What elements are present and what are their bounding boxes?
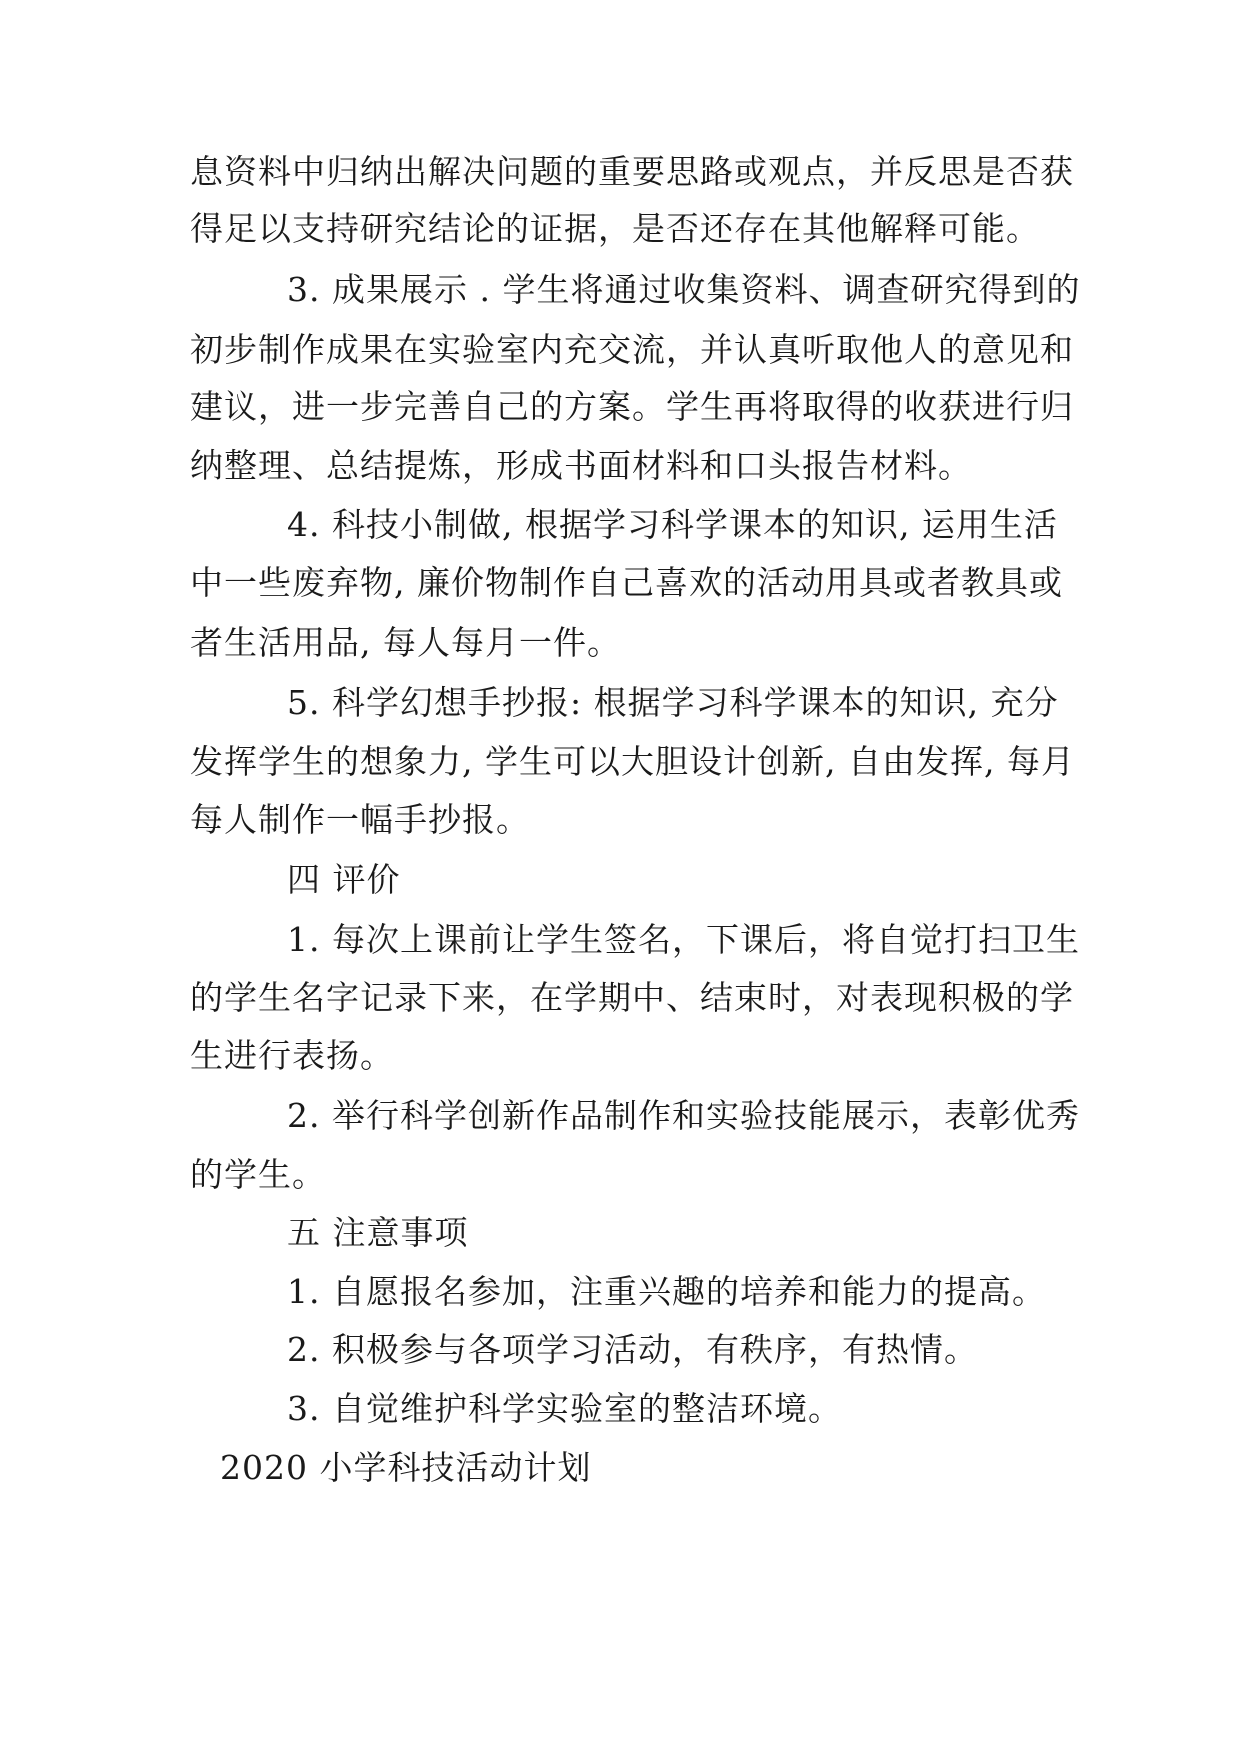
list-item-note-2: 2. 积极参与各项学习活动，有秩序，有热情。 — [287, 1330, 978, 1369]
list-item-tech-crafting: 4. 科技小制做, 根据学习科学课本的知识, 运用生活 — [287, 505, 1058, 544]
body-text-line: 发挥学生的想象力, 学生可以大胆设计创新, 自由发挥, 每月 — [190, 742, 1075, 781]
list-item-outcome-display: 3. 成果展示 . 学生将通过收集资料、调查研究得到的 — [287, 270, 1081, 309]
body-text-line: 中一些废弃物, 廉价物制作自己喜欢的活动用具或者教具或 — [190, 563, 1063, 602]
body-text-line: 每人制作一幅手抄报。 — [190, 800, 530, 839]
section-heading-notes: 五 注意事项 — [287, 1213, 469, 1252]
body-text-line: 生进行表扬。 — [190, 1036, 394, 1075]
list-item-science-fantasy: 5. 科学幻想手抄报: 根据学习科学课本的知识, 充分 — [287, 683, 1059, 722]
list-item-note-3: 3. 自觉维护科学实验室的整洁环境。 — [287, 1389, 842, 1428]
body-text-line: 的学生。 — [190, 1155, 326, 1194]
footer-title: 2020 小学科技活动计划 — [220, 1448, 592, 1487]
body-text-line: 者生活用品, 每人每月一件。 — [190, 623, 621, 662]
body-text-line: 建议，进一步完善自己的方案。学生再将取得的收获进行归 — [190, 387, 1074, 426]
list-item-note-1: 1. 自愿报名参加，注重兴趣的培养和能力的提高。 — [287, 1272, 1046, 1311]
body-text-line: 得足以支持研究结论的证据，是否还存在其他解释可能。 — [190, 209, 1040, 248]
body-text-line: 纳整理、总结提炼，形成书面材料和口头报告材料。 — [190, 446, 972, 485]
list-item-evaluation-1: 1. 每次上课前让学生签名，下课后，将自觉打扫卫生 — [287, 920, 1080, 959]
body-text-line: 初步制作成果在实验室内充交流，并认真听取他人的意见和 — [190, 330, 1074, 369]
body-text-line: 的学生名字记录下来，在学期中、结束时，对表现积极的学 — [190, 978, 1074, 1017]
body-text-line: 息资料中归纳出解决问题的重要思路或观点，并反思是否获 — [190, 152, 1074, 191]
list-item-evaluation-2: 2. 举行科学创新作品制作和实验技能展示，表彰优秀 — [287, 1096, 1080, 1135]
section-heading-evaluation: 四 评价 — [287, 860, 401, 899]
